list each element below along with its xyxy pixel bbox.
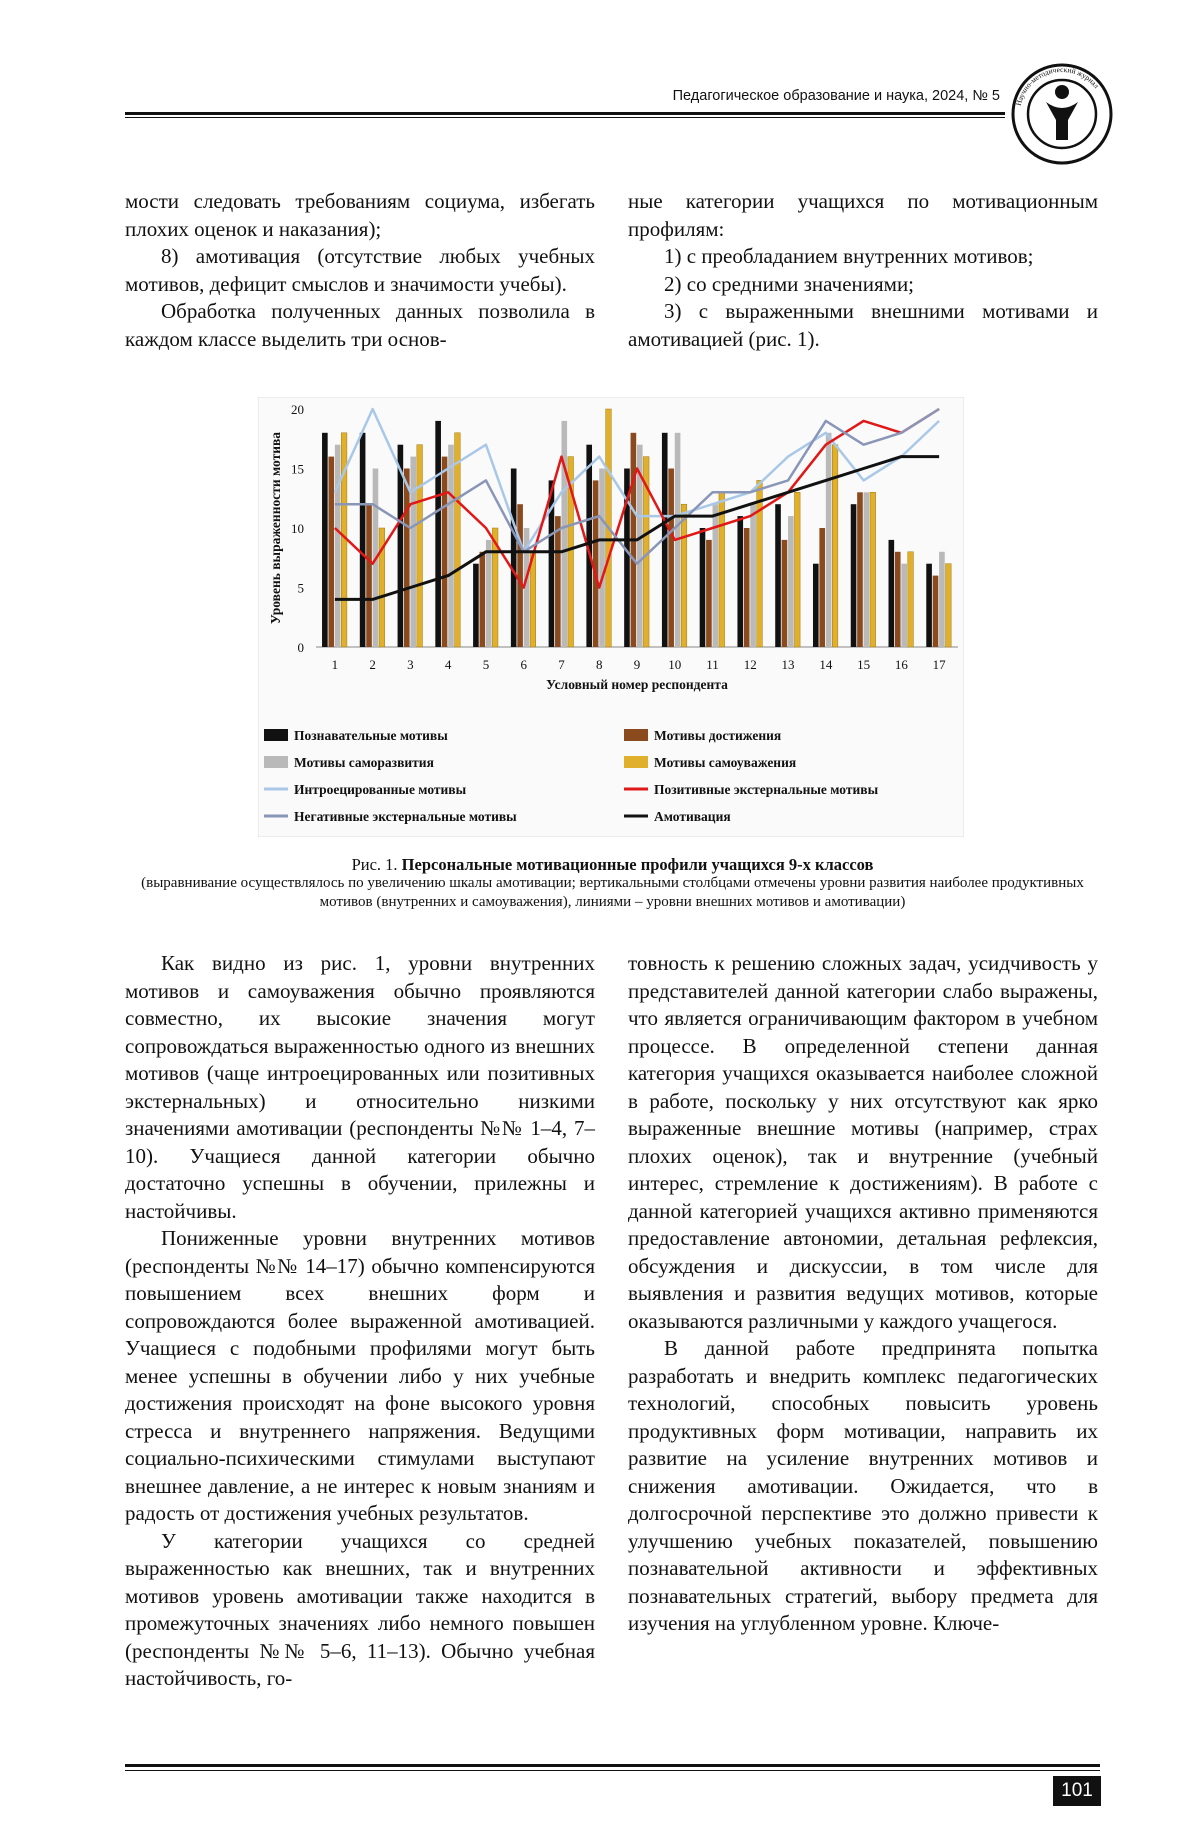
y-axis-label: Уровень выраженности мотива: [268, 431, 283, 625]
bar: [366, 504, 372, 647]
left-column-bottom: [125, 950, 595, 1693]
bar: [870, 492, 876, 647]
bar: [737, 516, 743, 647]
x-tick-label: 8: [595, 657, 603, 672]
bar: [335, 445, 341, 647]
bar: [555, 516, 561, 647]
motivation-profile-chart: [258, 397, 964, 837]
bar: [901, 564, 907, 647]
bar: [744, 528, 750, 647]
bar: [473, 564, 479, 647]
legend-label: Мотивы самоуважения: [654, 755, 797, 770]
right-column-top: [628, 188, 1098, 353]
bar: [668, 469, 674, 648]
y-tick-label: 10: [291, 521, 304, 536]
bar: [404, 469, 410, 648]
x-tick-label: 1: [331, 657, 339, 672]
paragraph: 8) амотивация (отсутствие любых учебных мотивов, дефицит смыслов и значимости учебы).: [125, 244, 595, 296]
bar: [813, 564, 819, 647]
bar: [895, 552, 901, 647]
bar: [775, 504, 781, 647]
paragraph: Обработка полученных данных позволила в каждом классе выделить три основ-: [125, 299, 595, 351]
paragraph: Как видно из рис. 1, уровни внутренних мотивов и самоуважения обычно проявляются совместно, их высокие значения могут сопровождаться выраженностью одного из внешних мотивов (чаще интроецированных или позитивных экстернальных) и относительно низкими значениями амотивации (респонденты №№ 1–4, 7–10). Учащиеся данной категории обычно достаточно успешны в обучении, прилежны и настойчивы.: [125, 951, 595, 1223]
bar: [328, 457, 334, 647]
legend-label: Мотивы достижения: [654, 728, 782, 743]
legend-label: Интроецированные мотивы: [294, 782, 467, 797]
header-rule: [125, 112, 1005, 115]
legend-label: Амотивация: [654, 809, 731, 824]
bar: [750, 504, 756, 647]
bar: [486, 540, 492, 647]
bar: [857, 492, 863, 647]
svg-text:Научно-методический журнал: Научно-методический журнал: [1013, 64, 1102, 107]
bar: [322, 433, 328, 647]
x-tick-label: 14: [819, 657, 833, 672]
left-column-top: [125, 188, 595, 353]
header-rule-thin: [125, 117, 1005, 118]
x-tick-label: 7: [558, 657, 565, 672]
bar: [435, 421, 441, 647]
x-axis-label: Условный номер респондента: [546, 677, 728, 692]
x-tick-label: 3: [407, 657, 414, 672]
y-tick-label: 15: [291, 461, 304, 477]
x-tick-label: 6: [520, 657, 527, 672]
paragraph: У категории учащихся со средней выраженностью как внешних, так и внутренних мотивов уровень амотивации также находится в промежуточных значениях либо немного повышен (респонденты №№ 5–6, 11–13). Обычно учебная настойчивость, го-: [125, 1528, 595, 1690]
journal-running-header: Педагогическое образование и наука, 2024, № 5: [672, 88, 1000, 104]
bar: [511, 469, 517, 648]
bar: [480, 552, 486, 647]
footer-rule-thin: [125, 1770, 1100, 1771]
bar: [794, 492, 800, 647]
list-item: 2) со средними значениями;: [664, 271, 915, 296]
bar: [448, 445, 454, 647]
x-tick-label: 11: [706, 657, 719, 672]
bar: [946, 564, 952, 647]
bar: [782, 540, 788, 647]
list-item: 3) с выраженными внешними мотивами и амотивацией (рис. 1).: [628, 299, 1098, 351]
x-tick-label: 13: [781, 657, 795, 672]
bar: [908, 552, 914, 647]
footer-rule: [125, 1764, 1100, 1767]
x-tick-label: 2: [369, 657, 376, 672]
bar: [706, 540, 712, 647]
legend-label: Негативные экстернальные мотивы: [294, 809, 517, 824]
legend-swatch: [264, 756, 288, 768]
bar: [788, 516, 794, 647]
bar: [599, 469, 605, 648]
legend-label: Мотивы саморазвития: [294, 755, 434, 770]
bar: [561, 421, 567, 647]
x-tick-label: 9: [633, 657, 641, 672]
legend-swatch: [624, 729, 648, 741]
x-tick-label: 15: [857, 657, 871, 672]
bar: [517, 504, 523, 647]
bar: [719, 492, 725, 647]
bar: [851, 504, 857, 647]
bar: [926, 564, 932, 647]
bar: [939, 552, 945, 647]
legend-label: Познавательные мотивы: [294, 728, 448, 743]
paragraph: Пониженные уровни внутренних мотивов (респонденты №№ 14–17) обычно компенсируются повышением всех внешних форм и сопровождаются более выраженной амотивацией. Учащиеся с подобными профилями могут быть менее успешны в обучении либо у них учебные достижения происходят на фоне высокого уровня стресса и внутреннего напряжения. Ведущими социально-психическими стимулами выступают внешнее давление, а не интерес к новым знаниям и радость от достижения учебных результатов.: [125, 1226, 595, 1525]
bar: [832, 445, 838, 647]
bar: [681, 504, 687, 647]
list-item: 1) с преобладанием внутренних мотивов;: [664, 244, 1034, 268]
paragraph: В данной работе предпринята попытка разработать и внедрить комплекс педагогических технологий, способных повысить уровень продуктивных форм мотивации, направить их развитие на усиление внутренних мотивов и снижения амотивации. Ожидается, что в долгосрочной перспективе это должно привести к улучшению учебных показателей, повышению познавательной активности и эффективных познавательных стратегий, выбору предмета для изучения на углубленном уровне. Ключе-: [628, 1336, 1098, 1635]
bar: [360, 433, 366, 647]
bar: [826, 433, 832, 647]
x-tick-label: 16: [894, 657, 908, 672]
caption-title: Персональные мотивационные профили учащихся 9-х классов: [401, 855, 874, 874]
legend-swatch: [624, 756, 648, 768]
x-tick-label: 4: [444, 657, 452, 672]
figure-caption: [125, 855, 1100, 912]
page-number: 101: [1053, 1776, 1101, 1806]
bar: [442, 457, 448, 647]
legend-label: Позитивные экстернальные мотивы: [654, 782, 879, 797]
legend-swatch: [264, 729, 288, 741]
caption-note: (выравнивание осуществлялось по увеличению шкалы амотивации; вертикальными столбцами отмечены уровни развития наиболее продуктивных мотивов (внутренних и самоуважения), линиями – уровни внешних мотивов и амотивации): [141, 875, 1084, 910]
caption-prefix: Рис. 1.: [351, 855, 402, 874]
right-column-bottom: [628, 950, 1098, 1638]
x-tick-label: 5: [482, 657, 490, 672]
paragraph: мости следовать требованиям социума, избегать плохих оценок и наказания);: [125, 189, 595, 241]
bar: [933, 576, 939, 647]
journal-logo: [1010, 62, 1114, 166]
bar: [889, 540, 895, 647]
y-tick-label: 0: [297, 640, 304, 655]
paragraph: ные категории учащихся по мотивационным профилям:: [628, 189, 1098, 241]
x-tick-label: 12: [743, 657, 757, 672]
x-tick-label: 10: [668, 657, 682, 672]
y-tick-label: 5: [297, 580, 304, 596]
bar: [700, 528, 706, 647]
bar: [819, 528, 825, 647]
bar: [757, 480, 763, 647]
x-tick-label: 17: [932, 657, 946, 672]
bar: [410, 457, 416, 647]
bar: [417, 445, 423, 647]
y-tick-label: 20: [291, 402, 304, 417]
bar: [864, 492, 870, 647]
paragraph: товность к решению сложных задач, усидчивость у представителей данной категории слабо выражены, что является ограничивающим фактором в учебном процессе. В определенной степени данная категория учащихся оказывается наиболее сложной в работе, поскольку у них отсутствуют как ярко выраженные внешние мотивы (например, страх плохих оценок), так и внутренние (учебный интерес, стремление к достижениям). В работе с данной категорией учащихся активно применяются предоставление автономии, детальная рефлексия, обсуждения и дискуссии, в том числе для выявления и развития ведущих мотивов, которые оказываются различными у каждого учащегося.: [628, 951, 1098, 1333]
